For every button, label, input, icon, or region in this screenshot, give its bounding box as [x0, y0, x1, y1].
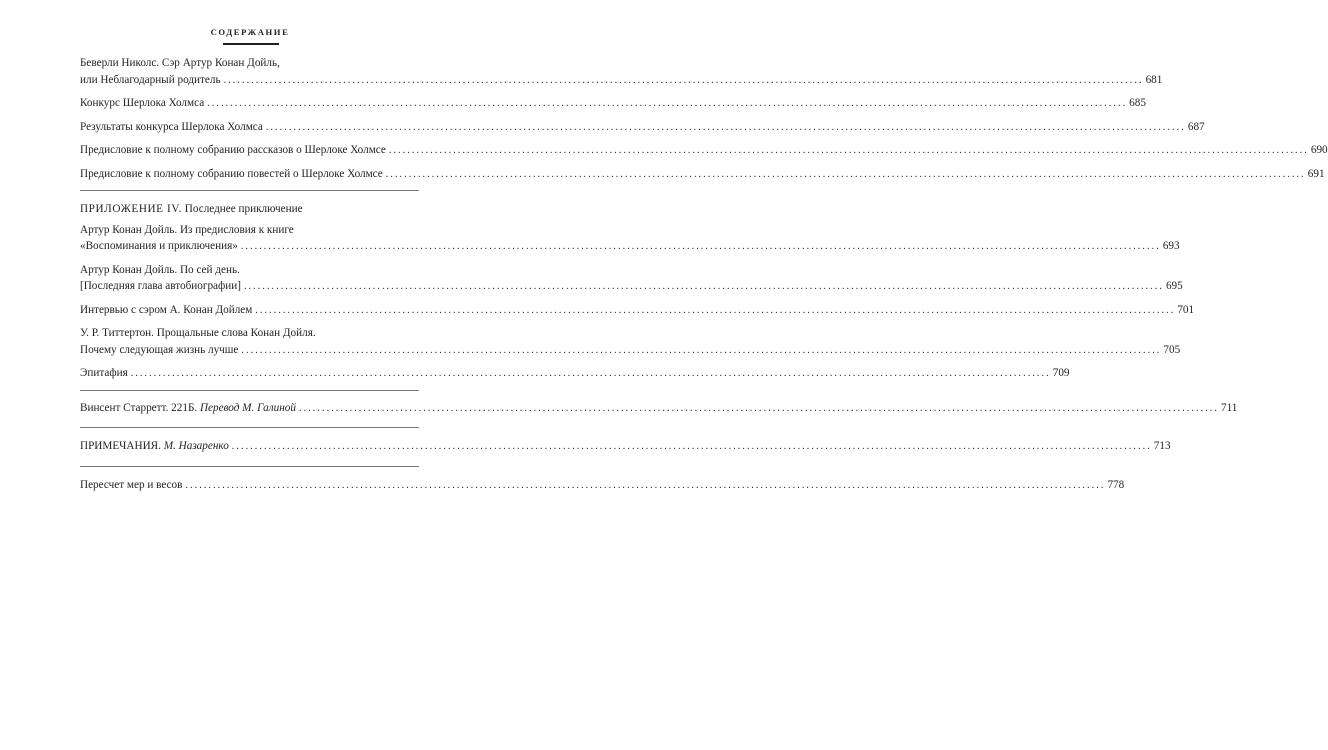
toc-entry-page: 685 [1129, 97, 1146, 109]
appendix-heading[interactable] [80, 201, 419, 218]
toc-entry-title-line1: Беверли Николс. Сэр Артур Конан Дойль, [80, 57, 280, 69]
toc-entry-title: Интервью с сэром А. Конан Дойлем [80, 303, 253, 316]
toc-entry-title [80, 438, 229, 455]
running-header: СОДЕРЖАНИЕ [210, 27, 290, 37]
toc-entry-preface-novels[interactable] [80, 166, 1325, 184]
toc-entry-page: 687 [1187, 120, 1205, 133]
toc-entry-page: 690 [1310, 144, 1328, 156]
toc-entry-title: Предисловие к полному собранию повестей о Шерлоке Холмсе [80, 167, 383, 180]
toc-entry-page: 711 [1221, 401, 1238, 414]
leader-dots: ........................................................................................................................................................................................................ [243, 281, 1164, 292]
toc-entry-nichols[interactable] [80, 55, 1163, 89]
toc-entry-page: 778 [1107, 478, 1125, 491]
leader-dots: ........................................................................................................................................................................................................ [299, 402, 1219, 414]
header-underline [223, 43, 279, 45]
toc-entry-title: Пересчет мер и весов [80, 478, 183, 491]
appendix-title: Последнее приключение [184, 203, 303, 215]
toc-entry-preface-stories[interactable] [80, 142, 1328, 160]
notes-label: ПРИМЕЧАНИЯ. [80, 440, 161, 452]
notes-author: М. Назаренко [163, 440, 229, 452]
toc-entry-epitaph[interactable] [80, 365, 1070, 383]
toc-entry-title-line1: Артур Конан Дойль. Из предисловия к книге [80, 223, 294, 236]
toc-entry-page: 713 [1153, 440, 1171, 452]
toc-entry-title-line1: Артур Конан Дойль. По сей день. [80, 263, 240, 276]
toc-entry-title [80, 400, 296, 417]
toc-entry-page: 695 [1165, 280, 1183, 292]
leader-dots: ........................................................................................................................................................................................................ [265, 121, 1186, 133]
toc-entry-starrett[interactable] [80, 400, 1238, 418]
leader-dots: ........................................................................................................................................................................................................ [255, 304, 1176, 316]
toc-entry-title: Предисловие к полному собранию рассказов о Шерлоке Холмсе [80, 144, 386, 156]
table-of-contents [80, 55, 1328, 500]
leader-dots: ........................................................................................................................................................................................................ [231, 441, 1152, 452]
leader-dots: ........................................................................................................................................................................................................ [207, 98, 1128, 109]
toc-entry-title: Конкурс Шерлока Холмса [80, 97, 205, 109]
toc-entry-contest[interactable] [80, 95, 1146, 113]
leader-dots: ........................................................................................................................................................................................................ [241, 344, 1162, 356]
leader-dots: ........................................................................................................................................................................................................ [185, 479, 1106, 491]
leader-dots: ........................................................................................................................................................................................................ [388, 145, 1309, 156]
toc-entry-title: Результаты конкурса Шерлока Холмса [80, 120, 263, 133]
appendix-label: ПРИЛОЖЕНИЕ IV. [80, 203, 182, 215]
toc-entry-title: «Воспоминания и приключения» [80, 240, 238, 252]
section-divider [80, 390, 419, 391]
toc-entry-interview[interactable] [80, 302, 1195, 320]
toc-entry-memories[interactable] [80, 222, 1180, 256]
toc-entry-page: 705 [1163, 343, 1181, 356]
leader-dots: ........................................................................................................................................................................................................ [385, 168, 1306, 180]
section-divider [80, 190, 419, 191]
toc-entry-title-line1: У. Р. Титтертон. Прощальные слова Конан Дойля. [80, 327, 316, 339]
toc-entry-page: 709 [1052, 367, 1070, 379]
toc-entry-to-this-day[interactable] [80, 262, 1183, 296]
toc-entry-page: 691 [1307, 167, 1325, 180]
starrett-translator: Перевод М. Галиной [199, 401, 296, 414]
leader-dots: ........................................................................................................................................................................................................ [130, 368, 1051, 379]
leader-dots: ........................................................................................................................................................................................................ [223, 74, 1144, 86]
toc-entry-title: Эпитафия [80, 367, 128, 379]
leader-dots: ........................................................................................................................................................................................................ [240, 241, 1161, 252]
toc-entry-notes[interactable] [80, 438, 1171, 456]
toc-entry-measures[interactable] [80, 477, 1125, 495]
section-divider [80, 466, 419, 467]
section-divider [80, 427, 419, 428]
toc-entry-title: или Неблагодарный родитель [80, 73, 221, 86]
toc-entry-titterton[interactable] [80, 325, 1181, 359]
toc-entry-title: [Последняя глава автобиографии] [80, 280, 241, 292]
starrett-title: Винсент Старретт. 221Б. [80, 401, 198, 414]
toc-entry-page: 681 [1145, 73, 1163, 86]
toc-entry-page: 701 [1177, 303, 1195, 316]
toc-entry-title: Почему следующая жизнь лучше [80, 343, 239, 356]
toc-entry-page: 693 [1162, 240, 1180, 252]
toc-entry-contest-results[interactable] [80, 119, 1205, 137]
